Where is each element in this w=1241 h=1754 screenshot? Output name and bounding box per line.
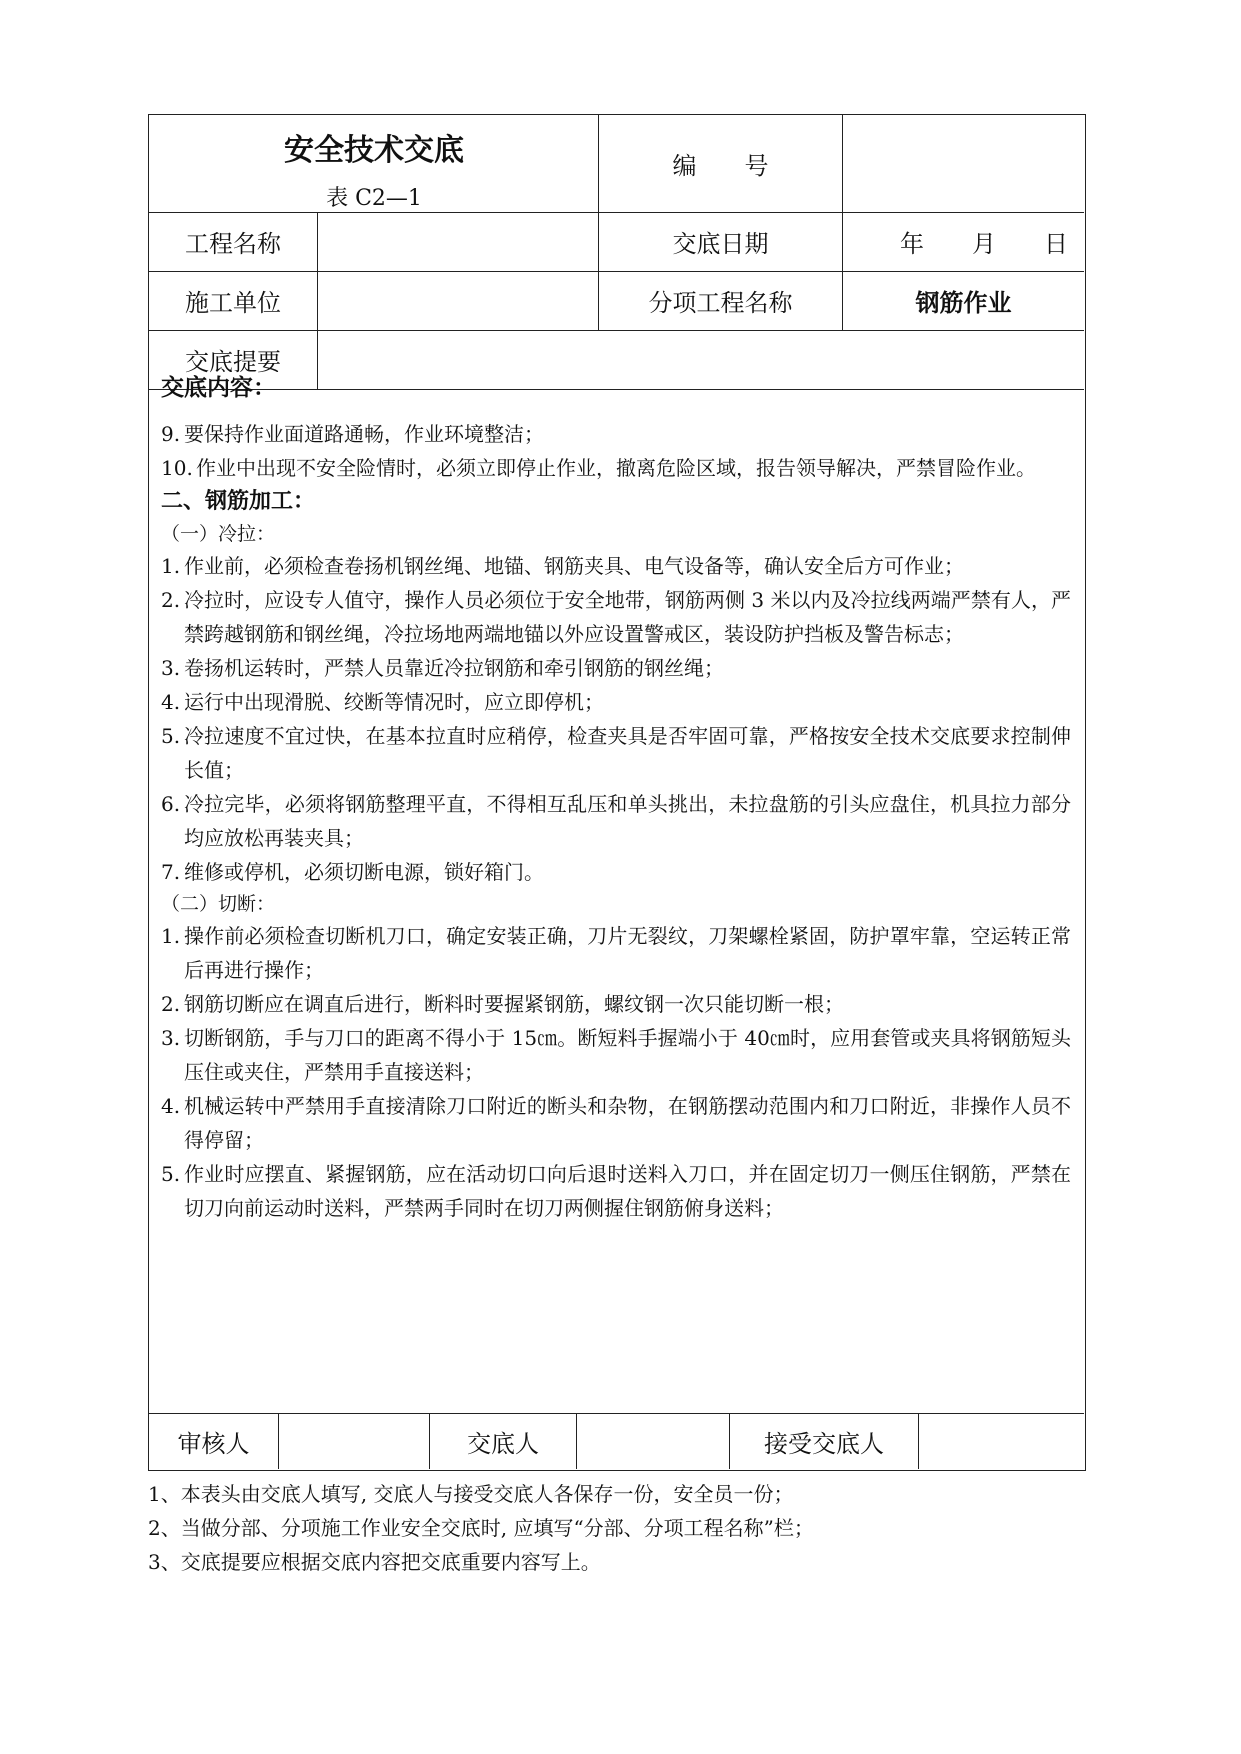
list-item	[161, 787, 1071, 855]
subitem-name-field[interactable]: 钢筋作业	[915, 289, 1012, 317]
item-number: 4.	[161, 690, 181, 714]
item-number: 2.	[161, 588, 181, 612]
reviewer-label: 审核人	[177, 1429, 250, 1458]
item-text: 要保持作业面道路通畅，作业环境整洁；	[184, 422, 544, 446]
item-number: 5.	[161, 1162, 181, 1186]
number-field[interactable]	[843, 115, 1084, 212]
safety-disclosure-form	[148, 114, 1086, 1471]
section-heading: 二、钢筋加工：	[161, 489, 316, 514]
footnote: 2、当做分部、分项施工作业安全交底时, 应填写“分部、分项工程名称”栏；	[148, 1516, 814, 1540]
item-text: 冷拉时，应设专人值守，操作人员必须位于安全地带，钢筋两侧 3 米以内及冷拉线两端严禁有人，严禁跨越钢筋和钢丝绳，冷拉场地两端地锚以外应设置警戒区，装设防护挡板及警告标志；	[184, 588, 1071, 646]
receiver-field[interactable]	[919, 1413, 1084, 1469]
discloser-label: 交底人	[467, 1429, 539, 1458]
list-item	[161, 417, 1071, 451]
date-label: 交底日期	[672, 230, 769, 258]
construction-unit-label: 施工单位	[185, 289, 281, 317]
construction-unit-field[interactable]	[318, 271, 598, 330]
reviewer-field[interactable]	[279, 1413, 429, 1469]
item-number: 1.	[161, 554, 181, 578]
item-number: 7.	[161, 860, 181, 884]
item-text: 运行中出现滑脱、绞断等情况时，应立即停机；	[184, 690, 604, 714]
list-item	[161, 855, 1071, 889]
list-item	[161, 451, 1071, 485]
item-number: 2.	[161, 992, 181, 1016]
list-item	[161, 1157, 1071, 1225]
subitem-name-label: 分项工程名称	[648, 289, 793, 317]
content-heading: 交底内容：	[161, 375, 276, 401]
project-name-label: 工程名称	[185, 230, 281, 258]
list-item	[161, 987, 1071, 1021]
item-number: 10.	[161, 456, 193, 480]
item-number: 3.	[161, 1026, 181, 1050]
item-text: 维修或停机，必须切断电源，锁好箱门。	[184, 860, 544, 884]
project-name-field[interactable]	[318, 212, 598, 271]
item-text: 作业中出现不安全险情时，必须立即停止作业，撤离危险区域，报告领导解决，严禁冒险作业。	[196, 456, 1036, 480]
list-item	[161, 1021, 1071, 1089]
subsection-heading: （二）切断：	[161, 893, 276, 915]
list-item	[161, 685, 1071, 719]
discloser-field[interactable]	[577, 1413, 729, 1469]
footnotes	[148, 1477, 1098, 1579]
item-text: 作业前，必须检查卷扬机钢丝绳、地锚、钢筋夹具、电气设备等，确认安全后方可作业；	[184, 554, 964, 578]
subsection-heading: （一）冷拉：	[161, 523, 276, 545]
form-code: 表 C2—1	[326, 186, 422, 211]
list-item	[161, 919, 1071, 987]
summary-label: 交底提要	[185, 348, 281, 376]
document-title: 安全技术交底	[284, 133, 464, 168]
list-item	[161, 719, 1071, 787]
list-item	[161, 651, 1071, 685]
item-number: 9.	[161, 422, 181, 446]
list-item	[161, 583, 1071, 651]
item-number: 5.	[161, 724, 181, 748]
item-text: 钢筋切断应在调直后进行，断料时要握紧钢筋，螺纹钢一次只能切断一根；	[184, 992, 844, 1016]
number-label: 编 号	[672, 152, 769, 180]
item-text: 卷扬机运转时，严禁人员靠近冷拉钢筋和牵引钢筋的钢丝绳；	[184, 656, 724, 680]
item-text: 机械运转中严禁用手直接清除刀口附近的断头和杂物，在钢筋摆动范围内和刀口附近，非操作人员不得停留；	[184, 1094, 1071, 1152]
item-text: 操作前必须检查切断机刀口，确定安装正确，刀片无裂纹，刀架螺栓紧固，防护罩牢靠，空运转正常后再进行操作；	[184, 924, 1071, 982]
item-number: 6.	[161, 792, 181, 816]
receiver-label: 接受交底人	[764, 1429, 884, 1458]
item-text: 冷拉完毕，必须将钢筋整理平直，不得相互乱压和单头挑出，未拉盘筋的引头应盘住，机具拉力部分均应放松再装夹具；	[184, 792, 1071, 850]
list-item	[161, 1089, 1071, 1157]
footnote: 1、本表头由交底人填写, 交底人与接受交底人各保存一份，安全员一份；	[148, 1482, 794, 1506]
item-text: 切断钢筋，手与刀口的距离不得小于 15㎝。断短料手握端小于 40㎝时，应用套管或夹具将钢筋短头压住或夹住，严禁用手直接送料；	[184, 1026, 1071, 1084]
item-number: 4.	[161, 1094, 181, 1118]
item-number: 3.	[161, 656, 181, 680]
item-number: 1.	[161, 924, 181, 948]
footnote: 3、交底提要应根据交底内容把交底重要内容写上。	[148, 1550, 601, 1574]
list-item	[161, 549, 1071, 583]
item-text: 作业时应摆直、紧握钢筋，应在活动切口向后退时送料入刀口，并在固定切刀一侧压住钢筋，严禁在切刀向前运动时送料，严禁两手同时在切刀两侧握住钢筋俯身送料；	[184, 1162, 1071, 1220]
date-field[interactable]: 年 月 日	[900, 230, 1068, 258]
disclosure-content	[161, 373, 1071, 1225]
item-text: 冷拉速度不宜过快，在基本拉直时应稍停，检查夹具是否牢固可靠，严格按安全技术交底要求控制伸长值；	[184, 724, 1071, 782]
